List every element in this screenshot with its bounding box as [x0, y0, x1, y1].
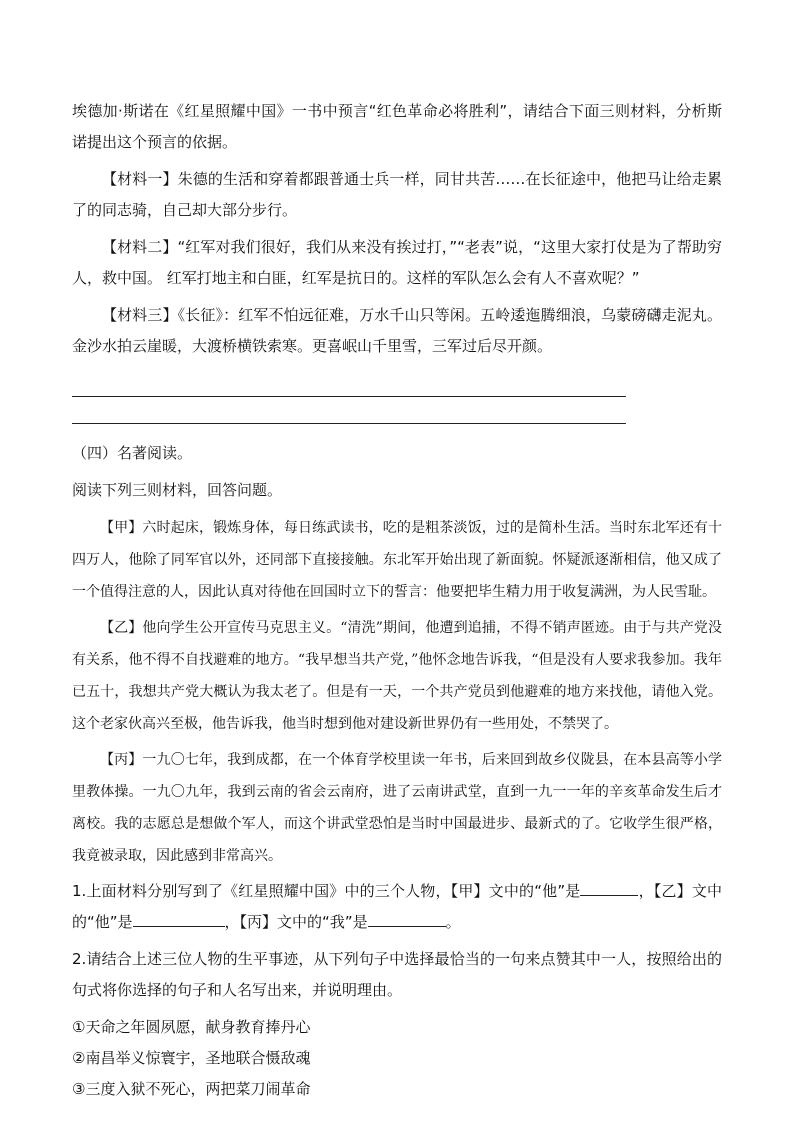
excerpt-jia	[72, 512, 722, 608]
option-3: ③三度入狱不死心，两把菜刀闹革命	[72, 1080, 311, 1098]
answer-blank-jia[interactable]	[580, 880, 638, 896]
material-2-label: 【材料二】	[102, 238, 178, 256]
answer-area[interactable]	[72, 370, 722, 424]
section-4-title: （四）名著阅读。	[72, 444, 193, 462]
question-1	[72, 876, 722, 938]
option-2: ②南昌举义惊寰宇，圣地联合慑敌魂	[72, 1049, 311, 1067]
answer-blank-bing[interactable]	[368, 911, 446, 927]
excerpt-bing	[72, 744, 722, 872]
section-4-instruction: 阅读下列三则材料，回答问题。	[72, 481, 283, 499]
excerpt-yi-label: 【乙】	[100, 620, 143, 636]
material-1-text: 朱德的生活和穿着都跟普通士兵一样，同甘共苦……在长征途中，他把马让给走累了的同志骑，自己却大部分步行。	[72, 170, 722, 219]
excerpt-yi-text: 他向学生公开宣传马克思主义。“清洗”期间，他遭到追捕，不得不销声匿迹。由于与共产党没有关系，他不得不自找避难的地方。“我早想当共产党，”他怀念地告诉我，“但是没有人要求我参加。我年已五十，我想共产党大概认为我太老了。但是有一天，一个共产党员到他避难的地方来找他，请他入党。这个老家伙高兴至极，他告诉我，他当时想到他对建设新世界仍有一些用处，不禁哭了。	[72, 620, 723, 732]
question-1-part-2: ，【乙】文中的“他”是	[72, 882, 722, 931]
answer-line-2[interactable]	[72, 397, 626, 424]
excerpt-jia-text: 六时起床，锻炼身体，每日练武读书，吃的是粗茶淡饭，过的是简朴生活。当时东北军还有十四万人，他除了同军官以外，还同部下直接接触。东北军开始出现了新面貌。怀疑派逐渐相信，他又成了一个值得注意的人，因此认真对待他在回国时立下的誓言：他要把毕生精力用于收复满洲，为人民雪耻。	[72, 520, 723, 600]
question-1-part-4: 。	[445, 913, 461, 931]
answer-line-1[interactable]	[72, 370, 626, 397]
question-2: 2.请结合上述三位人物的生平事迹，从下列句子中选择最恰当的一句来点赞其中一人，按照给出的句式将你选择的句子和人名写出来，并说明理由。	[72, 950, 722, 999]
material-1	[72, 164, 722, 226]
document-page	[72, 96, 722, 1105]
material-2	[72, 232, 722, 294]
material-1-label: 【材料一】	[102, 170, 178, 188]
excerpt-bing-text: 一九〇七年，我到成都，在一个体育学校里读一年书，后来回到故乡仪陇县，在本县高等小学里教体操。一九〇九年，我到云南的省会云南府，进了云南讲武堂，直到一九一一年的辛亥革命发生后才离校。我的志愿总是想做个军人，而这个讲武堂恐怕是当时中国最进步、最新式的了。它收学生很严格，我竟被录取，因此感到非常高兴。	[72, 752, 723, 864]
answer-blank-yi[interactable]	[133, 911, 225, 927]
excerpt-yi	[72, 612, 722, 740]
excerpt-jia-label: 【甲】	[100, 520, 143, 536]
intro-paragraph: 埃德加·斯诺在《红星照耀中国》一书中预言“红色革命必将胜利”，请结合下面三则材料，分析斯诺提出这个预言的依据。	[72, 102, 722, 151]
material-2-text: “红军对我们很好，我们从来没有挨过打，”“老表”说，“这里大家打仗是为了帮助穷人，救中国。 红军打地主和白匪，红军是抗日的。这样的军队怎么会有人不喜欢呢？”	[72, 238, 722, 287]
question-1-part-1: 1.上面材料分别写到了《红星照耀中国》中的三个人物，【甲】文中的“他”是	[72, 882, 581, 900]
excerpt-bing-label: 【丙】	[100, 752, 143, 768]
material-3-label: 【材料三】	[102, 306, 178, 324]
option-1: ①天命之年圆夙愿，献身教育捧丹心	[72, 1018, 311, 1036]
material-3-text: 《长征》：红军不怕远征难，万水千山只等闲。五岭逶迤腾细浪，乌蒙磅礴走泥丸。金沙水拍云崖暖，大渡桥横铁索寒。更喜岷山千里雪，三军过后尽开颜。	[72, 306, 722, 355]
material-3	[72, 300, 722, 362]
question-1-part-3: ，【丙】文中的“我”是	[224, 913, 368, 931]
